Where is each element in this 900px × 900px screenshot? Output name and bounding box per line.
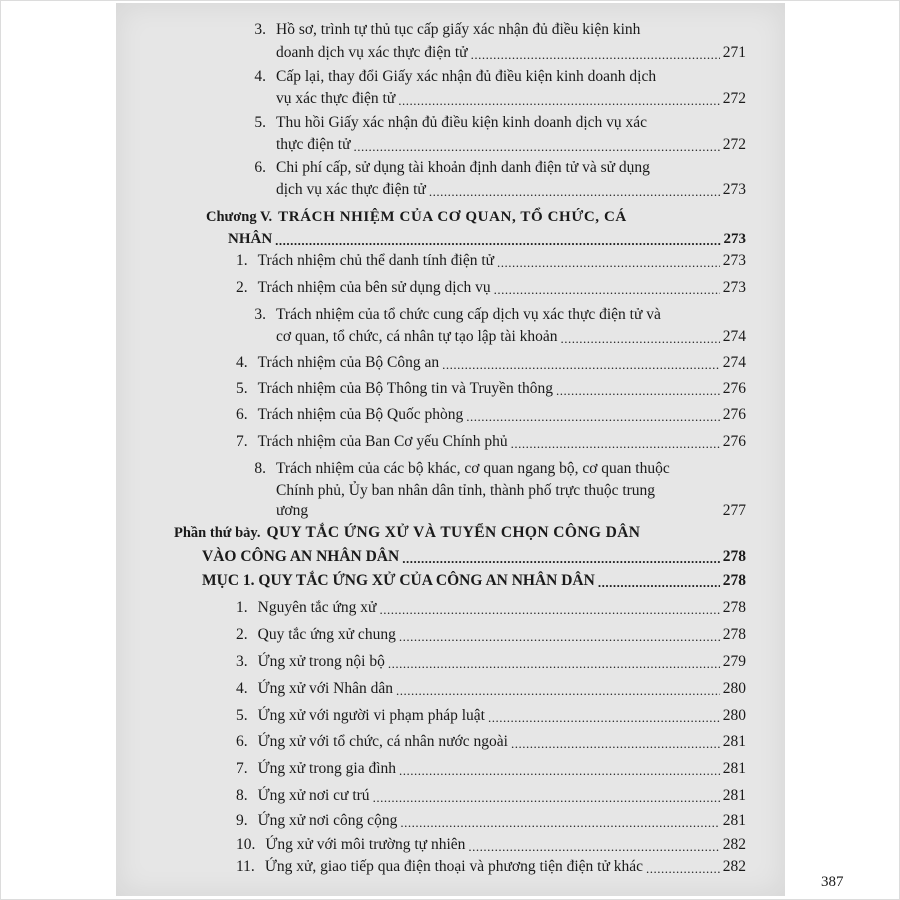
- toc-entry: 4. Trách nhiệm của Bộ Công an ..... 274: [236, 351, 746, 375]
- leader-dots: [275, 231, 720, 251]
- leader-dots: [466, 407, 719, 427]
- toc-entry: 3. Trách nhiệm của tổ chức cung cấp dịch vụ xác thực điện tử và: [254, 306, 661, 323]
- toc-entry: 6. Trách nhiệm của Bộ Quốc phòng ..... 276: [236, 403, 746, 427]
- toc-entry: 2. Trách nhiệm của bên sử dụng dịch vụ ..... 273: [236, 276, 746, 300]
- toc-entry: 7. Ứng xử trong gia đình ..... 281: [236, 757, 746, 781]
- section-heading: MỤC 1. QUY TẮC ỨNG XỬ CỦA CÔNG AN NHÂN DÂN ..... 278: [202, 569, 746, 593]
- book-page: [116, 3, 844, 896]
- leader-dots: [442, 355, 720, 375]
- leader-dots: [396, 681, 720, 701]
- leader-dots: [379, 600, 719, 620]
- leader-dots: [429, 182, 720, 202]
- leader-dots: [398, 91, 720, 111]
- leader-dots: [353, 137, 719, 157]
- leader-dots: [388, 654, 720, 674]
- toc-entry-3a-line1: 3. Hồ sơ, trình tự thủ tục cấp giấy xác nhận đủ điều kiện kinh: [254, 21, 641, 38]
- leader-dots: [471, 45, 720, 65]
- toc-entry-6a-line1: 6. Chi phí cấp, sử dụng tài khoản định danh điện tử và sử dụng: [254, 159, 650, 176]
- toc-entry-4a-line2: vụ xác thực điện tử ..... 272: [276, 87, 746, 111]
- toc-entry: 8. Trách nhiệm của các bộ khác, cơ quan ngang bộ, cơ quan thuộc: [254, 460, 670, 477]
- leader-dots: [400, 813, 719, 833]
- part-heading-line1: Phần thứ bảy. QUY TẮC ỨNG XỬ VÀ TUYỂN CHỌN CÔNG DÂN: [174, 524, 641, 541]
- toc-entry: 4. Ứng xử với Nhân dân ..... 280: [236, 677, 746, 701]
- leader-dots: [399, 761, 720, 781]
- chapter-heading-line1: Chương V. TRÁCH NHIỆM CỦA CƠ QUAN, TỔ CHỨC, CÁ: [206, 209, 627, 225]
- leader-dots: [556, 381, 720, 401]
- page-number: 387: [821, 874, 844, 890]
- leader-dots: [399, 627, 720, 647]
- toc-entry-3a-line2: doanh dịch vụ xác thực điện tử ..... 271: [276, 41, 746, 65]
- toc-entry-5a-line2: thực điện tử ..... 272: [276, 133, 746, 157]
- leader-dots: [561, 329, 720, 349]
- toc-entry-line2: Chính phủ, Ủy ban nhân dân tỉnh, thành phố trực thuộc trung: [276, 482, 656, 499]
- toc-entry: 7. Trách nhiệm của Ban Cơ yếu Chính phủ ..... 276: [236, 430, 746, 454]
- toc-entry: 2. Quy tắc ứng xử chung ..... 278: [236, 623, 746, 647]
- toc-entry: 8. Ứng xử nơi cư trú ..... 281: [236, 784, 746, 808]
- leader-dots: [402, 549, 720, 569]
- toc-entry-5a-line1: 5. Thu hồi Giấy xác nhận đủ điều kiện kinh doanh dịch vụ xác: [254, 114, 648, 131]
- leader-dots: [468, 837, 719, 857]
- leader-dots: [598, 573, 720, 593]
- toc-entry: 1. Trách nhiệm chủ thể danh tính điện tử ..... 273: [236, 249, 746, 273]
- leader-dots: [488, 708, 720, 728]
- leader-dots: [511, 434, 720, 454]
- toc-entry-4a-line1: 4. Cấp lại, thay đổi Giấy xác nhận đủ điều kiện kinh doanh dịch: [254, 68, 657, 85]
- toc-entry-line3: ương 277: [276, 502, 746, 519]
- part-heading-line2: VÀO CÔNG AN NHÂN DÂN ..... 278: [202, 545, 746, 569]
- leader-dots: [494, 280, 720, 300]
- toc-entry-line2: cơ quan, tổ chức, cá nhân tự tạo lập tài khoản ..... 274: [276, 325, 746, 349]
- toc-entry-6a-line2: dịch vụ xác thực điện tử ..... 273: [276, 178, 746, 202]
- toc-entry: 5. Trách nhiệm của Bộ Thông tin và Truyền thông ..... 276: [236, 377, 746, 401]
- chapter-heading-line2: NHÂN ..... 273: [228, 227, 746, 251]
- leader-dots: [646, 859, 720, 879]
- leader-dots: [373, 788, 720, 808]
- toc-entry: 6. Ứng xử với tổ chức, cá nhân nước ngoài ..... 281: [236, 730, 746, 754]
- leader-dots: [497, 253, 720, 273]
- toc-entry: 10. Ứng xử với môi trường tự nhiên ..... 282: [236, 833, 746, 857]
- toc-entry: 11. Ứng xử, giao tiếp qua điện thoại và phương tiện điện tử khác ..... 282: [236, 855, 746, 879]
- toc-entry: 3. Ứng xử trong nội bộ ..... 279: [236, 650, 746, 674]
- toc-entry: 5. Ứng xử với người vi phạm pháp luật ..... 280: [236, 704, 746, 728]
- leader-dots: [511, 734, 720, 754]
- toc-entry: 9. Ứng xử nơi công cộng ..... 281: [236, 809, 746, 833]
- toc-entry: 1. Nguyên tắc ứng xử ..... 278: [236, 596, 746, 620]
